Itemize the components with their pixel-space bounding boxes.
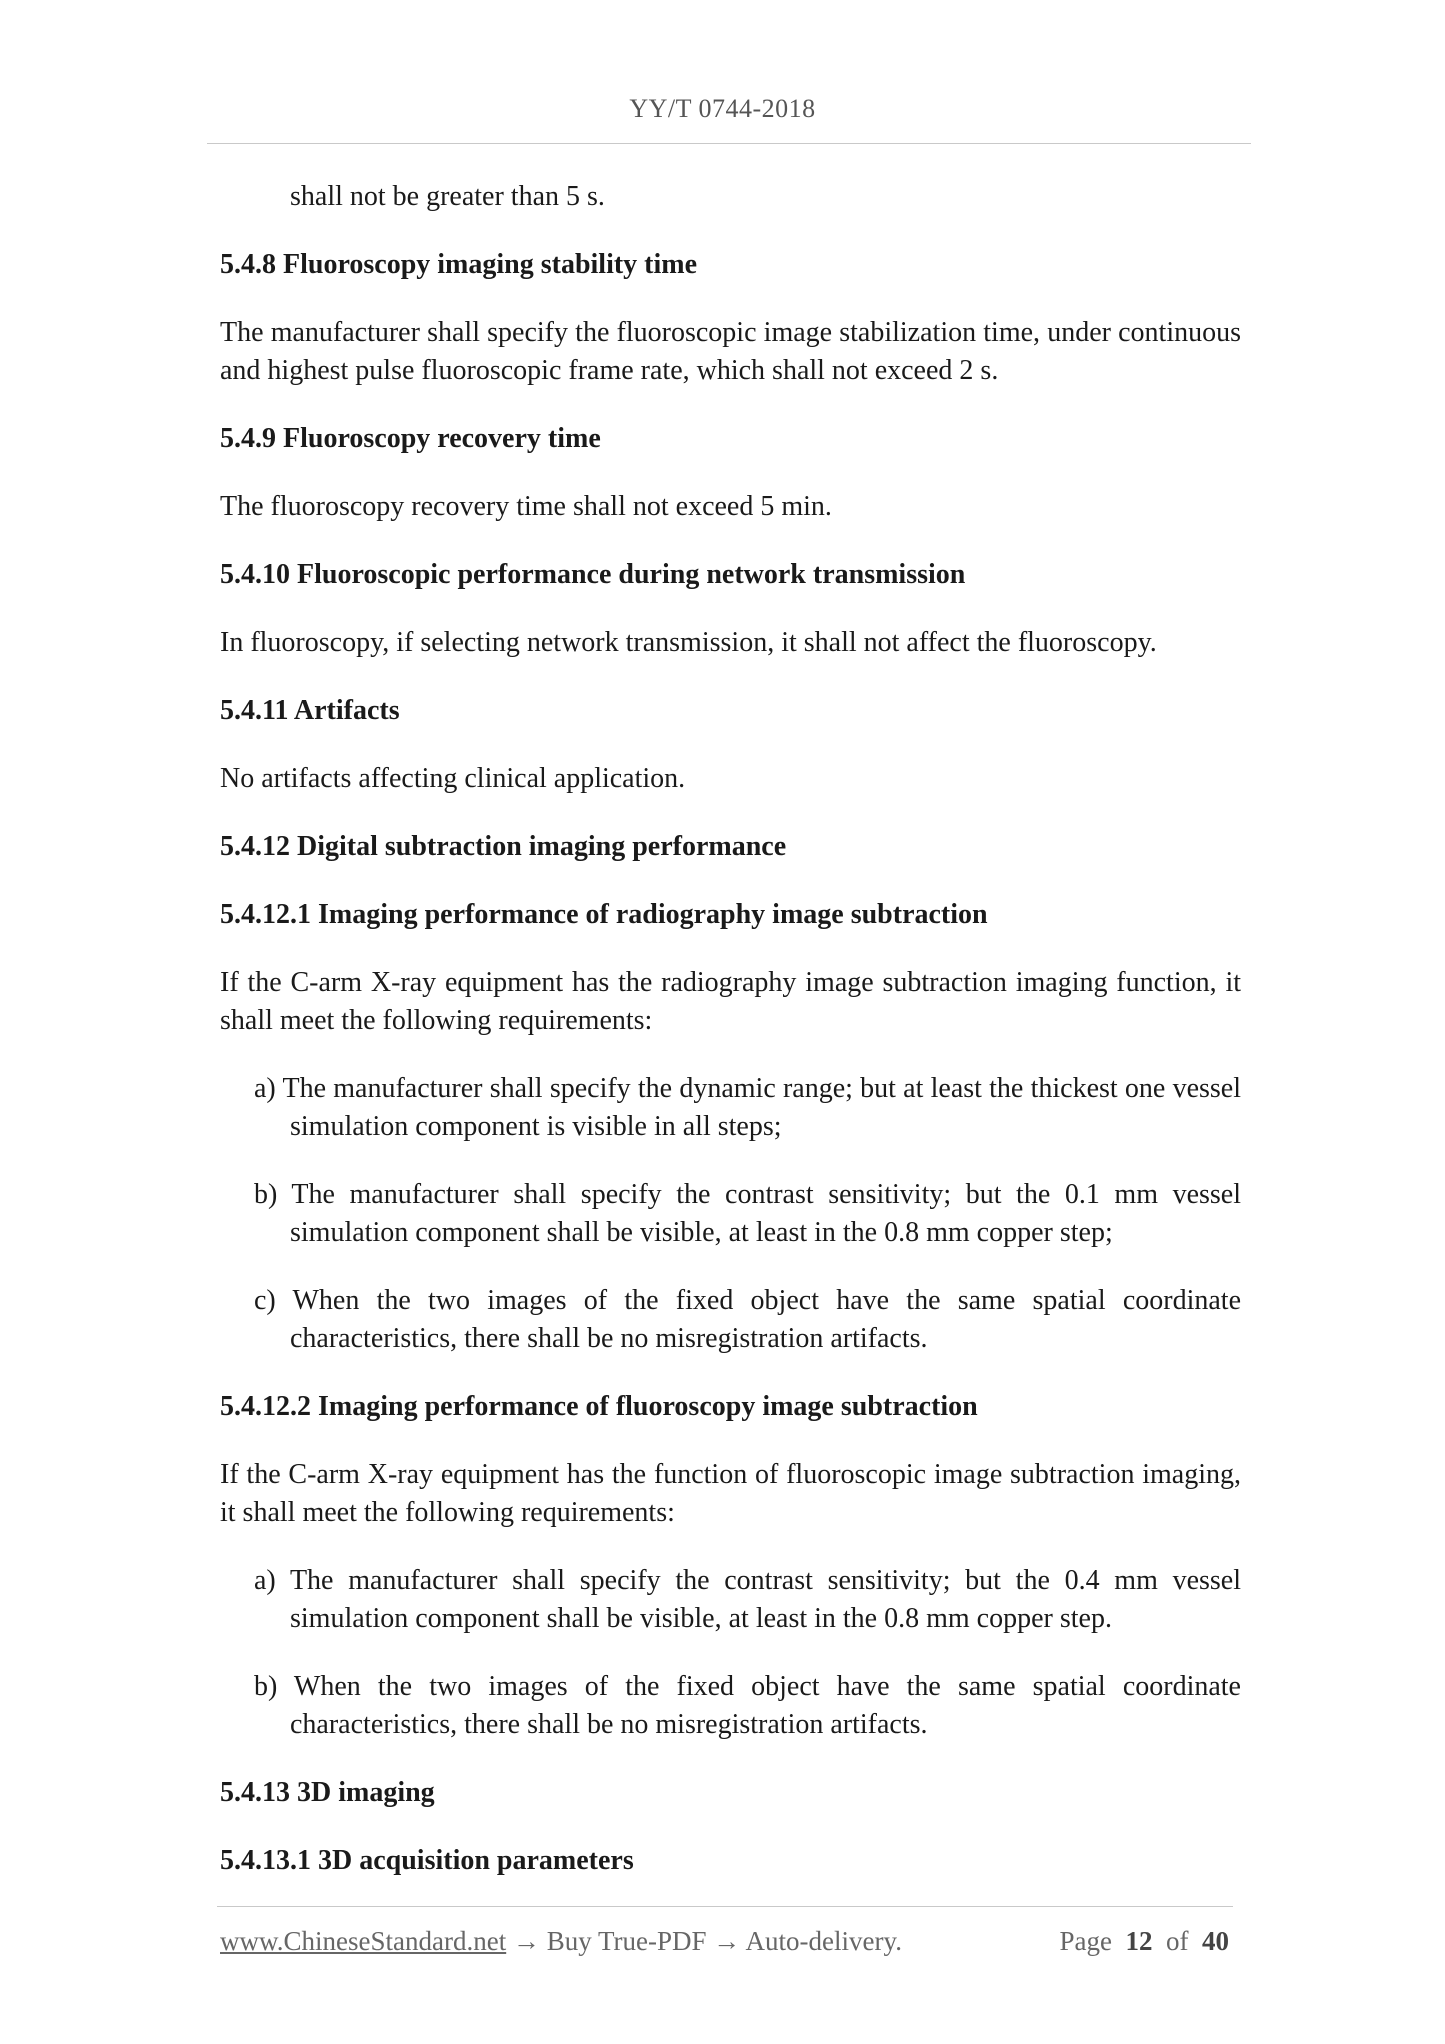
page-content bbox=[220, 178, 1241, 1910]
list-item: b) The manufacturer shall specify the contrast sensitivity; but the 0.1 mm vessel simulation component shall be visible, at least in the 0.8 mm copper step; bbox=[254, 1179, 1241, 1248]
buy-pdf-text: Buy True-PDF bbox=[546, 1926, 707, 1956]
footer-promo bbox=[220, 1926, 902, 1957]
section-text-5-4-12-2: If the C-arm X-ray equipment has the function of fluoroscopic image subtraction imaging, it shall meet the following requirements: bbox=[220, 1459, 1241, 1528]
current-page: 12 bbox=[1125, 1926, 1153, 1956]
footer-divider bbox=[217, 1906, 1233, 1907]
section-text-5-4-9: The fluoroscopy recovery time shall not exceed 5 min. bbox=[220, 491, 832, 522]
of-label: of bbox=[1166, 1926, 1189, 1956]
list-item: b) When the two images of the fixed object have the same spatial coordinate characteristics, there shall be no misregistration artifacts. bbox=[254, 1671, 1241, 1740]
section-text-5-4-8: The manufacturer shall specify the fluoroscopic image stabilization time, under continuous and highest pulse fluoroscopic frame rate, which shall not exceed 2 s. bbox=[220, 317, 1241, 386]
section-heading-5-4-9: 5.4.9 Fluoroscopy recovery time bbox=[220, 423, 601, 454]
section-text-5-4-12-1: If the C-arm X-ray equipment has the radiography image subtraction imaging function, it shall meet the following requirements: bbox=[220, 967, 1241, 1036]
section-heading-5-4-8: 5.4.8 Fluoroscopy imaging stability time bbox=[220, 249, 698, 280]
section-heading-5-4-12-2: 5.4.12.2 Imaging performance of fluoroscopy image subtraction bbox=[220, 1391, 978, 1422]
list-item: a) The manufacturer shall specify the dynamic range; but at least the thickest one vessel simulation component is visible in all steps; bbox=[254, 1073, 1241, 1142]
section-heading-5-4-13-1: 5.4.13.1 3D acquisition parameters bbox=[220, 1845, 634, 1876]
section-heading-5-4-12: 5.4.12 Digital subtraction imaging performance bbox=[220, 831, 787, 862]
list-item: a) The manufacturer shall specify the contrast sensitivity; but the 0.4 mm vessel simulation component shall be visible, at least in the 0.8 mm copper step. bbox=[254, 1565, 1241, 1634]
page-number bbox=[1060, 1926, 1229, 1957]
arrow-icon: → bbox=[512, 1926, 540, 1956]
section-heading-5-4-12-1: 5.4.12.1 Imaging performance of radiography image subtraction bbox=[220, 899, 988, 930]
section-text-5-4-11: No artifacts affecting clinical application. bbox=[220, 763, 686, 794]
total-pages: 40 bbox=[1202, 1926, 1229, 1956]
document-code: YY/T 0744-2018 bbox=[629, 94, 816, 123]
list-item: c) When the two images of the fixed object have the same spatial coordinate characteristics, there shall be no misregistration artifacts. bbox=[254, 1285, 1241, 1354]
auto-delivery-text: Auto-delivery. bbox=[745, 1926, 902, 1956]
header-divider bbox=[207, 143, 1251, 144]
section-text-5-4-10: In fluoroscopy, if selecting network transmission, it shall not affect the fluoroscopy. bbox=[220, 627, 1157, 658]
page-footer bbox=[220, 1926, 1229, 1966]
section-heading-5-4-13: 5.4.13 3D imaging bbox=[220, 1777, 435, 1808]
arrow-icon: → bbox=[713, 1926, 741, 1956]
continued-text: shall not be greater than 5 s. bbox=[290, 181, 605, 212]
section-heading-5-4-10: 5.4.10 Fluoroscopic performance during network transmission bbox=[220, 559, 966, 590]
website-link[interactable]: www.ChineseStandard.net bbox=[220, 1926, 507, 1956]
section-heading-5-4-11: 5.4.11 Artifacts bbox=[220, 695, 400, 726]
page-label: Page bbox=[1059, 1926, 1112, 1956]
